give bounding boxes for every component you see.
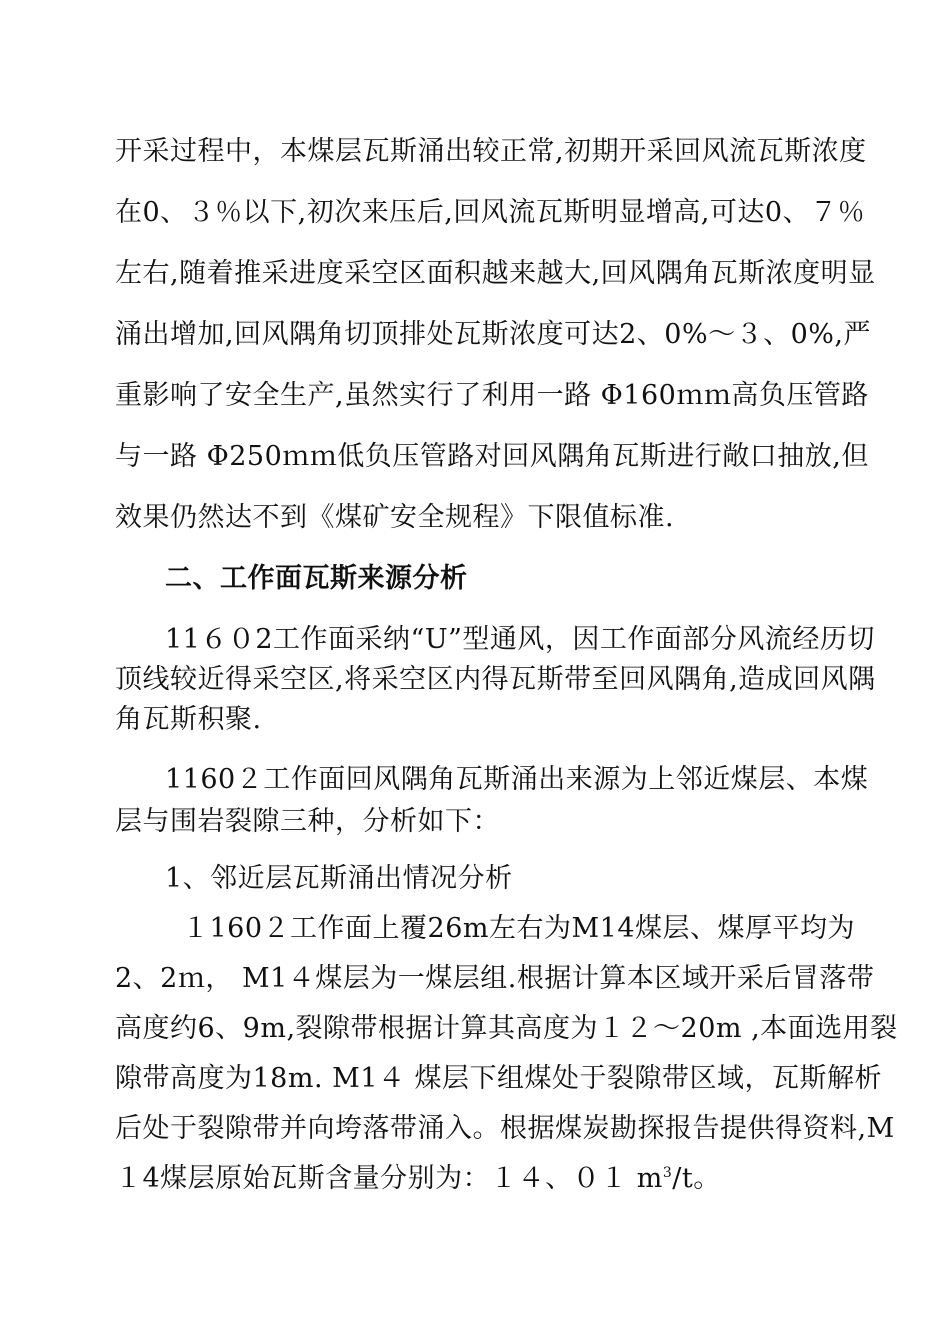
section-heading: 二、工作面瓦斯来源分析 bbox=[165, 563, 468, 594]
paragraph-3-line-2: 层与围岩裂隙三种，分析如下： bbox=[115, 806, 500, 837]
paragraph-1-line-1: 开采过程中，本煤层瓦斯涌出较正常,初期开采回风流瓦斯浓度 bbox=[115, 136, 867, 167]
paragraph-1-line-3: 左右,随着推采进度采空区面积越来越大,回风隅角瓦斯浓度明显 bbox=[115, 258, 876, 289]
unit-suffix: /t。 bbox=[672, 1163, 721, 1194]
paragraph-2-line-2: 顶线较近得采空区,将采空区内得瓦斯带至回风隅角,造成回风隅 bbox=[115, 664, 876, 695]
paragraph-1-line-6: 与一路 Φ250ｍｍ低负压管路对回风隅角瓦斯进行敞口抽放,但 bbox=[115, 441, 869, 472]
paragraph-1-line-7: 效果仍然达不到《煤矿安全规程》下限值标准. bbox=[115, 502, 675, 533]
paragraph-1-line-5: 重影响了安全生产,虽然实行了利用一路 Φ160ｍｍ高负压管路 bbox=[115, 380, 869, 411]
paragraph-2-line-3: 角瓦斯积聚. bbox=[115, 704, 262, 735]
paragraph-3-line-1: 1160２工作面回风隅角瓦斯涌出来源为上邻近煤层、本煤 bbox=[165, 764, 869, 795]
paragraph-4-line-5: 后处于裂隙带并向垮落带涌入。根据煤炭勘探报告提供得资料,M bbox=[115, 1113, 895, 1144]
paragraph-4-line-2: 2、2ｍ， M1４煤层为一煤层组.根据计算本区域开采后冒落带 bbox=[115, 963, 875, 994]
paragraph-4-line-3: 高度约6、9m,裂隙带根据计算其高度为１２～20m ,本面选用裂 bbox=[115, 1013, 898, 1044]
paragraph-1-line-4: 涌出增加,回风隅角切顶排处瓦斯浓度可达2、0%～３、0%,严 bbox=[115, 319, 872, 350]
paragraph-4-line-4: 隙带高度为18m. M1４ 煤层下组煤处于裂隙带区域，瓦斯解析 bbox=[115, 1063, 883, 1094]
content-value-text: １4煤层原始瓦斯含量分别为：１４、０１ m bbox=[115, 1163, 663, 1194]
unit-superscript: 3 bbox=[662, 1165, 673, 1181]
paragraph-2-line-1: 11６０2工作面采纳“U”型通风，因工作面部分风流经历切 bbox=[165, 624, 875, 655]
subheading: 1、邻近层瓦斯涌出情况分析 bbox=[165, 863, 513, 894]
paragraph-4-line-1: １160２工作面上覆26m左右为M14煤层、煤厚平均为 bbox=[182, 913, 855, 944]
paragraph-4-line-6 bbox=[115, 1162, 721, 1196]
paragraph-1-line-2: 在0、３％以下,初次来压后,回风流瓦斯明显增高,可达0、７％ bbox=[115, 197, 866, 228]
